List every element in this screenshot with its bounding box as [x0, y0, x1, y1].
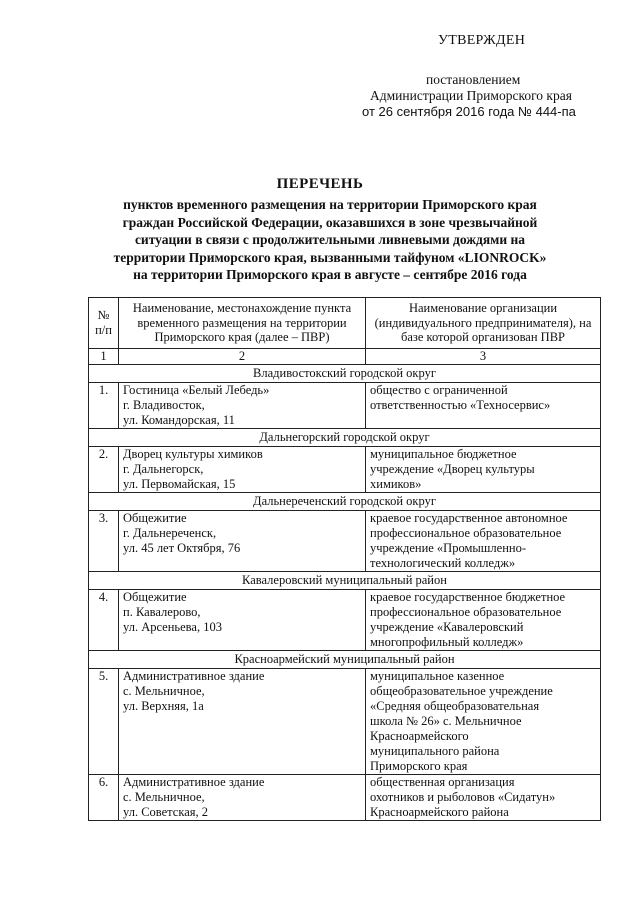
district-name: Дальнереченский городской округ [89, 492, 601, 510]
place-line: ул. Верхняя, 1а [123, 698, 204, 713]
org-line: краевое государственное автономное [370, 510, 568, 525]
row-place [119, 774, 366, 820]
table-header-row [89, 298, 601, 349]
place-line: г. Дальнереченск, [123, 525, 217, 540]
org-line: муниципального района [370, 743, 500, 758]
place-line: Общежитие [123, 589, 187, 604]
table-row [89, 668, 601, 774]
org-line: химиков» [370, 476, 422, 491]
subtitle-line: на территории Приморского края в августе – сентябре 2016 года [133, 267, 527, 283]
org-line: ответственностью «Техносервис» [370, 397, 551, 412]
org-line: Приморского края [370, 758, 468, 773]
column-numbers-row [89, 348, 601, 364]
org-line: «Средняя общеобразовательная [370, 698, 540, 713]
header-num: № п/п [89, 298, 119, 349]
header-place: Наименование, местонахождение пункта временного размещения на территории Приморского края (далее – ПВР) [119, 298, 366, 349]
row-number: 4. [89, 589, 119, 650]
org-line: краевое государственное бюджетное [370, 589, 566, 604]
pvr-table [88, 297, 601, 821]
row-number: 6. [89, 774, 119, 820]
org-line: муниципальное казенное [370, 668, 505, 683]
org-line: муниципальное бюджетное [370, 446, 517, 461]
subtitle-line: пунктов временного размещения на территории Приморского края [123, 197, 537, 212]
district-name: Красноармейский муниципальный район [89, 650, 601, 668]
district-name: Кавалеровский муниципальный район [89, 571, 601, 589]
document-title: ПЕРЕЧЕНЬ [276, 176, 364, 192]
place-line: г. Дальнегорск, [123, 461, 204, 476]
place-line: ул. Арсеньева, 103 [123, 619, 222, 634]
row-number: 3. [89, 510, 119, 571]
approved-label: УТВЕРЖДЕН [438, 33, 526, 48]
org-line: профессиональное образовательное [370, 525, 562, 540]
org-line: учреждение «Дворец культуры [370, 461, 535, 476]
org-line: многопрофильный колледж» [370, 634, 524, 649]
district-row [89, 492, 601, 510]
column-number: 2 [119, 348, 366, 364]
row-place [119, 446, 366, 492]
row-org [366, 668, 601, 774]
row-number: 2. [89, 446, 119, 492]
column-number: 1 [89, 348, 119, 364]
subtitle-line: территории Приморского края, вызванными тайфуном «LIONROCK» [113, 249, 547, 265]
org-line: общество с ограниченной [370, 382, 508, 397]
org-line: школа № 26» с. Мельничное [370, 713, 522, 728]
row-org [366, 510, 601, 571]
place-line: п. Кавалерово, [123, 604, 201, 619]
org-line: профессиональное образовательное [370, 604, 562, 619]
subtitle-line: граждан Российской Федерации, оказавшихся в зоне чрезвычайной [122, 214, 538, 230]
place-line: с. Мельничное, [123, 789, 205, 804]
place-line: Общежитие [123, 510, 187, 525]
org-line: учреждение «Промышленно- [370, 540, 526, 555]
table-row [89, 382, 601, 428]
table-row [89, 446, 601, 492]
org-line: охотников и рыболовов «Сидатун» [370, 789, 556, 804]
row-org [366, 382, 601, 428]
org-line: учреждение «Кавалеровский [370, 619, 524, 634]
place-line: ул. Советская, 2 [123, 804, 208, 819]
place-line: Гостиница «Белый Лебедь» [123, 382, 270, 397]
row-place [119, 668, 366, 774]
org-line: Красноармейского [370, 728, 469, 743]
org-line: общественная организация [370, 774, 515, 789]
place-line: ул. Командорская, 11 [123, 412, 235, 427]
administration-label: Администрации Приморского края [370, 88, 572, 103]
subtitle-line: ситуации в связи с продолжительными ливневыми дождями на [134, 232, 526, 248]
table-row [89, 589, 601, 650]
district-name: Дальнегорский городской округ [89, 428, 601, 446]
row-number: 5. [89, 668, 119, 774]
district-row [89, 571, 601, 589]
row-place [119, 510, 366, 571]
place-line: Административное здание [123, 668, 265, 683]
decree-label: постановлением [426, 72, 521, 87]
row-org [366, 774, 601, 820]
place-line: ул. 45 лет Октября, 76 [123, 540, 241, 555]
row-place [119, 589, 366, 650]
place-line: с. Мельничное, [123, 683, 205, 698]
table-row [89, 774, 601, 820]
org-line: Красноармейского района [370, 804, 509, 819]
place-line: Дворец культуры химиков [123, 446, 263, 461]
district-name: Владивостокский городской округ [89, 364, 601, 382]
row-number: 1. [89, 382, 119, 428]
column-number: 3 [366, 348, 601, 364]
header-org: Наименование организации (индивидуального предпринимателя), на базе которой организован ПВР [366, 298, 601, 349]
table-row [89, 510, 601, 571]
place-line: г. Владивосток, [123, 397, 205, 412]
org-line: общеобразовательное учреждение [370, 683, 553, 698]
row-org [366, 446, 601, 492]
row-place [119, 382, 366, 428]
org-line: технологический колледж» [370, 555, 516, 570]
place-line: Административное здание [123, 774, 265, 789]
place-line: ул. Первомайская, 15 [123, 476, 236, 491]
district-row [89, 428, 601, 446]
row-org [366, 589, 601, 650]
district-row [89, 650, 601, 668]
decree-date-number: от 26 сентября 2016 года № 444-па [362, 104, 576, 119]
district-row [89, 364, 601, 382]
document-subtitle [70, 196, 590, 284]
